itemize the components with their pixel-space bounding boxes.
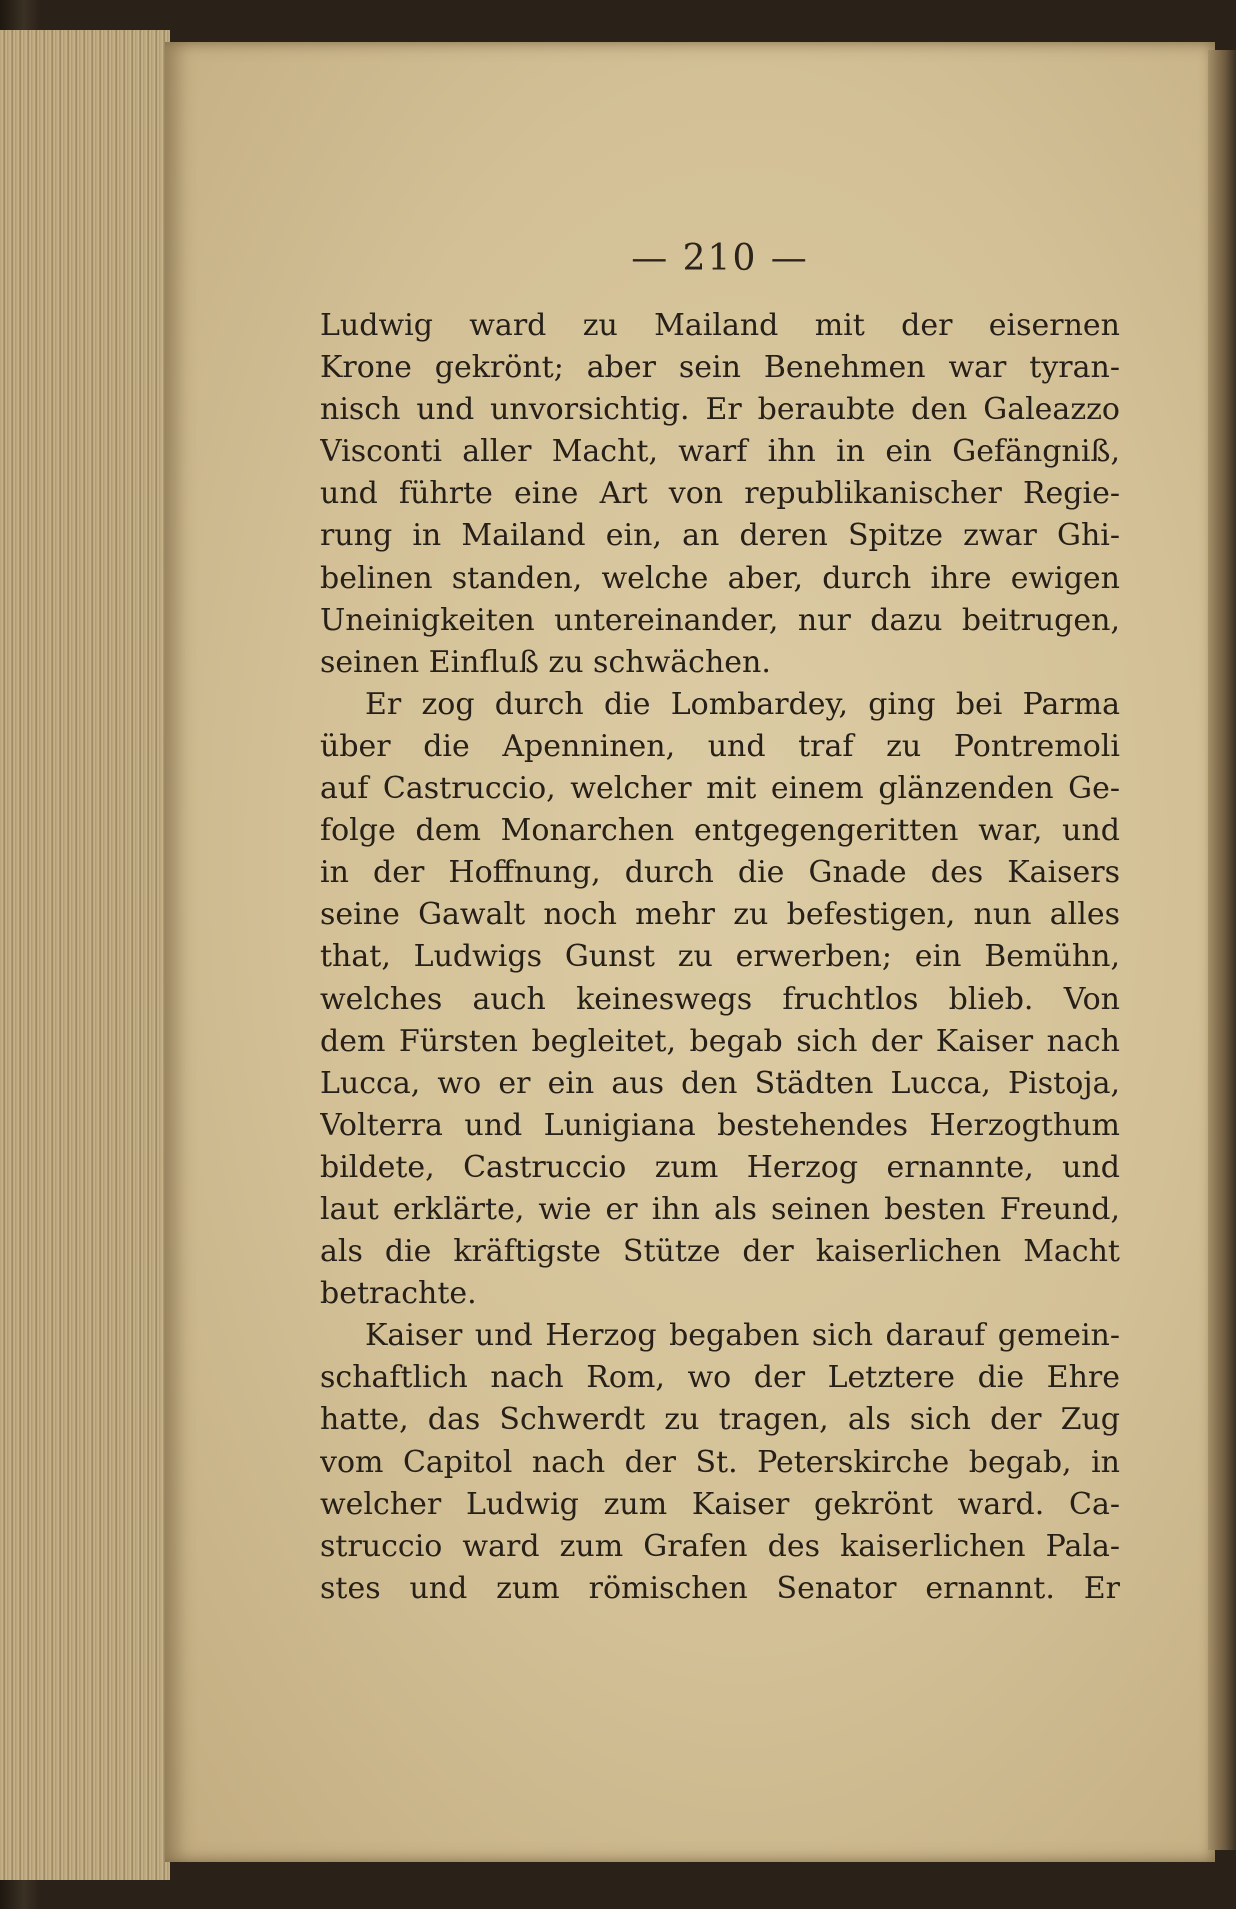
- text-line: that, Ludwigs Gunst zu erwerben; ein Bemühn,: [320, 939, 1120, 975]
- text-line: belinen standen, welche aber, durch ihre ewigen: [320, 560, 1120, 596]
- text-line: rung in Mailand ein, an deren Spitze zwar Ghi-: [320, 518, 1120, 554]
- text-line: welcher Ludwig zum Kaiser gekrönt ward. Ca-: [320, 1486, 1120, 1522]
- text-line: Kaiser und Herzog begaben sich darauf gemein-: [365, 1318, 1120, 1354]
- text-line: Er zog durch die Lombardey, ging bei Parma: [365, 686, 1120, 722]
- text-line: in der Hoffnung, durch die Gnade des Kaisers: [320, 855, 1120, 891]
- book-page-stack: [0, 30, 170, 1880]
- page-number: — 210 —: [631, 238, 809, 279]
- text-line: Visconti aller Macht, warf ihn in ein Gefängniß,: [320, 434, 1120, 470]
- text-line: struccio ward zum Grafen des kaiserlichen Pala-: [320, 1528, 1120, 1564]
- text-line: bildete, Castruccio zum Herzog ernannte, und: [320, 1149, 1120, 1185]
- text-line: dem Fürsten begleitet, begab sich der Kaiser nach: [320, 1023, 1120, 1059]
- text-line: laut erklärte, wie er ihn als seinen besten Freund,: [320, 1191, 1120, 1227]
- text-line: und führte eine Art von republikanischer Regie-: [320, 476, 1120, 512]
- text-line: auf Castruccio, welcher mit einem glänzenden Ge-: [320, 771, 1120, 807]
- text-line: vom Capitol nach der St. Peterskirche begab, in: [320, 1444, 1120, 1480]
- text-line: folge dem Monarchen entgegengeritten war, und: [320, 813, 1120, 849]
- text-line: Uneinigkeiten untereinander, nur dazu beitrugen,: [320, 602, 1120, 638]
- text-line: hatte, das Schwerdt zu tragen, als sich der Zug: [320, 1402, 1120, 1438]
- text-line: nisch und unvorsichtig. Er beraubte den Galeazzo: [320, 392, 1120, 428]
- text-line: über die Apenninen, und traf zu Pontremoli: [320, 728, 1120, 764]
- page-right-edge: [1208, 50, 1236, 1850]
- text-line: seinen Einfluß zu schwächen.: [320, 644, 771, 680]
- text-line: schaftlich nach Rom, wo der Letztere die Ehre: [320, 1360, 1120, 1396]
- text-line: Ludwig ward zu Mailand mit der eisernen: [320, 308, 1120, 343]
- text-line: seine Gawalt noch mehr zu befestigen, nun alles: [320, 897, 1120, 933]
- text-line: stes und zum römischen Senator ernannt. Er: [320, 1570, 1120, 1606]
- text-line: Krone gekrönt; aber sein Benehmen war tyran-: [320, 350, 1120, 386]
- text-line: welches auch keineswegs fruchtlos blieb. Von: [320, 981, 1120, 1017]
- text-line: betrachte.: [320, 1276, 477, 1312]
- text-line: Volterra und Lunigiana bestehendes Herzogthum: [320, 1107, 1120, 1143]
- text-line: als die kräftigste Stütze der kaiserlichen Macht: [320, 1234, 1120, 1270]
- text-block: [320, 305, 1120, 1610]
- text-line: Lucca, wo er ein aus den Städten Lucca, Pistoja,: [320, 1065, 1120, 1101]
